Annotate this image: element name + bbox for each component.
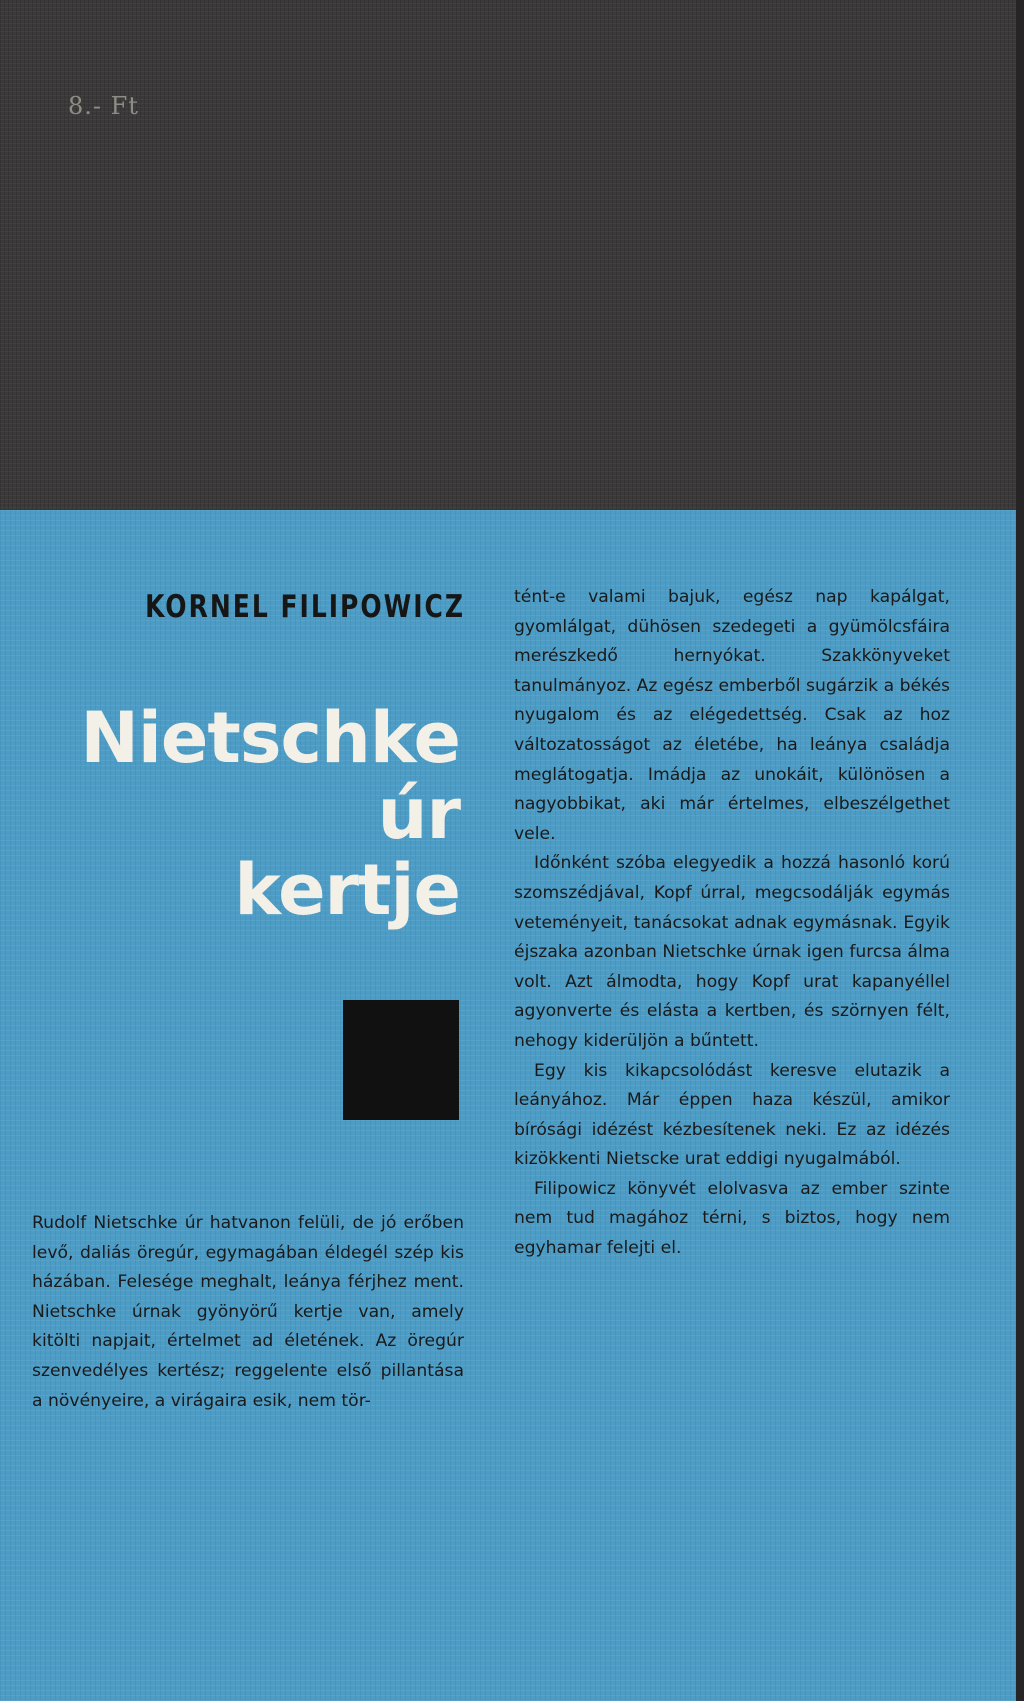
black-square-ornament	[343, 1000, 459, 1120]
blurb-paragraph: Filipowicz könyvét elolvasva az ember szinte nem tud magához térni, s biztos, hogy nem egyhamar felejti el.	[514, 1178, 950, 1259]
blurb-paragraph: tént-e valami bajuk, egész nap kapálgat, gyomlálgat, dühösen szedegeti a gyümölcsfáira merészkedő hernyókat. Szakkönyveket tanulmányoz. Az egész emberből sugárzik a békés nyugalom és az elégedettség. Csak az hoz változatosságot az életébe, ha leánya családja meglátogatja. Imádja az unokáit, különösen a nagyobbikat, aki már értelmes, elbeszélgethet vele.	[514, 587, 950, 844]
book-title	[20, 697, 460, 931]
blurb-paragraph: Rudolf Nietschke úr hatvanon felüli, de jó erőben levő, daliás öregúr, egymagában éldegél szép kis házában. Felesége meghalt, leánya férjhez ment. Nietschke úrnak gyönyörű kertje van, amely kitölti napjait, értelmet ad életének. Az öregúr szenvedélyes kertész; reggelente első pillantása a növényeire, a virágaira esik, nem tör-	[32, 1213, 464, 1411]
author-name: KORNEL FILIPOWICZ	[145, 588, 465, 625]
price-label: 8.- Ft	[68, 92, 139, 120]
blurb-left-column	[32, 1209, 464, 1416]
blurb-right-column	[514, 583, 950, 1264]
title-line-3: kertje	[234, 849, 460, 931]
dark-top-band	[0, 0, 1024, 512]
blurb-paragraph: Egy kis kikapcsolódást keresve elutazik a leányához. Már éppen haza készül, amikor bírósági idézést kézbesítenek neki. Ez az idézés kizökkenti Nietscke urat eddigi nyugalmából.	[514, 1060, 950, 1170]
blurb-paragraph: Időnként szóba elegyedik a hozzá hasonló korú szomszédjával, Kopf úrral, megcsodálják egymás veteményeit, tanácsokat adnak egymásnak. Egyik éjszaka azonban Nietschke úrnak igen furcsa álma volt. Azt álmodta, hogy Kopf urat kapanyéllel agyonverte és elásta a kertben, és szörnyen félt, nehogy kiderüljön a bűntett.	[514, 853, 950, 1051]
cover-edge	[1016, 0, 1024, 1701]
title-line-1: Nietschke	[80, 697, 460, 779]
title-line-2: úr	[377, 773, 460, 855]
